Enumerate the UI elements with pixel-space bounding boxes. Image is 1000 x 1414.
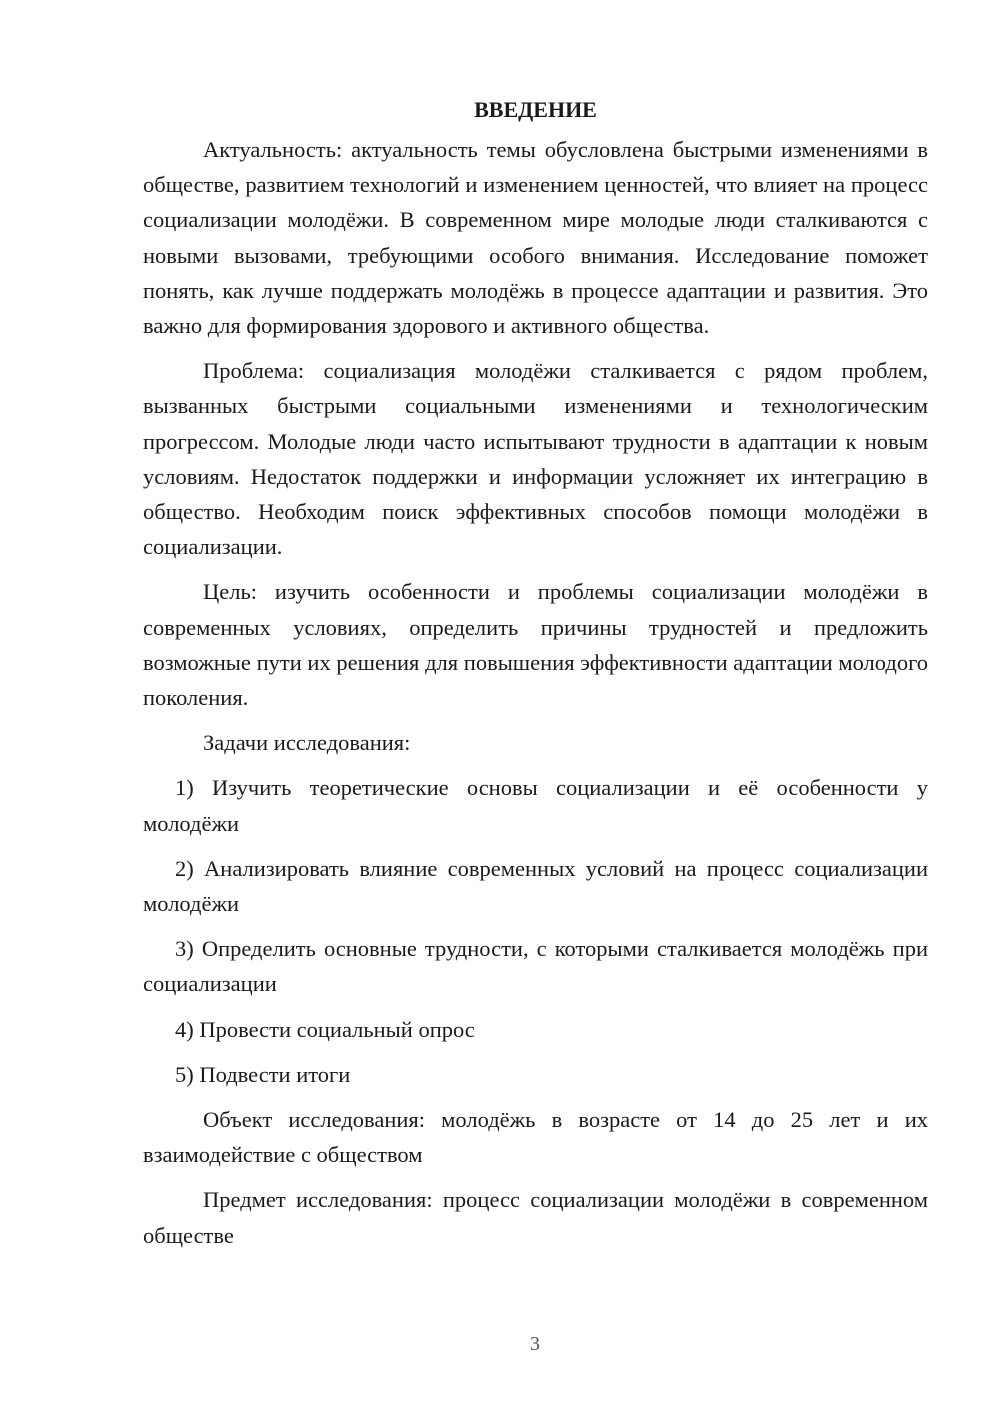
task-item-2: 2) Анализировать влияние современных условий на процесс социализации молодёжи [143, 855, 928, 917]
paragraph-problem: Проблема: социализация молодёжи сталкивается с рядом проблем, вызванных быстрыми социальными изменениями и технологическим прогрессом. Молодые люди часто испытывают трудности в адаптации к новым условиям. Недостаток поддержки и информации усложняет их интеграцию в общество. Необходим поиск эффективных способов помощи молодёжи в социализации. [143, 358, 928, 560]
document-page [143, 92, 928, 1263]
paragraph-object: Объект исследования: молодёжь в возрасте от 14 до 25 лет и их взаимодействие с обществом [143, 1107, 928, 1168]
tasks-heading: Задачи исследования: [203, 730, 411, 756]
task-item-4: 4) Провести социальный опрос [175, 1016, 475, 1042]
task-item-3: 3) Определить основные трудности, с которыми сталкивается молодёжь при социализации [143, 936, 928, 997]
paragraph-subject: Предмет исследования: процесс социализации молодёжи в современном обществе [143, 1187, 928, 1248]
page-number: 3 [530, 1333, 540, 1355]
paragraph-goal: Цель: изучить особенности и проблемы социализации молодёжи в современных условиях, определить причины трудностей и предложить возможные пути их решения для повышения эффективности адаптации молодого поколения. [143, 579, 928, 711]
task-item-5: 5) Подвести итоги [175, 1061, 351, 1087]
paragraph-relevance: Актуальность: актуальность темы обусловлена быстрыми изменениями в обществе, развитием технологий и изменением ценностей, что влияет на процесс социализации молодёжи. В современном мире молодые люди сталкиваются с новыми вызовами, требующими особого внимания. Исследование поможет понять, как лучше поддержать молодёжь в процессе адаптации и развития. Это важно для формирования здорового и активного общества. [143, 137, 928, 339]
document-title: ВВЕДЕНИЕ [474, 97, 597, 122]
task-item-1: 1) Изучить теоретические основы социализации и её особенности у молодёжи [143, 775, 928, 836]
